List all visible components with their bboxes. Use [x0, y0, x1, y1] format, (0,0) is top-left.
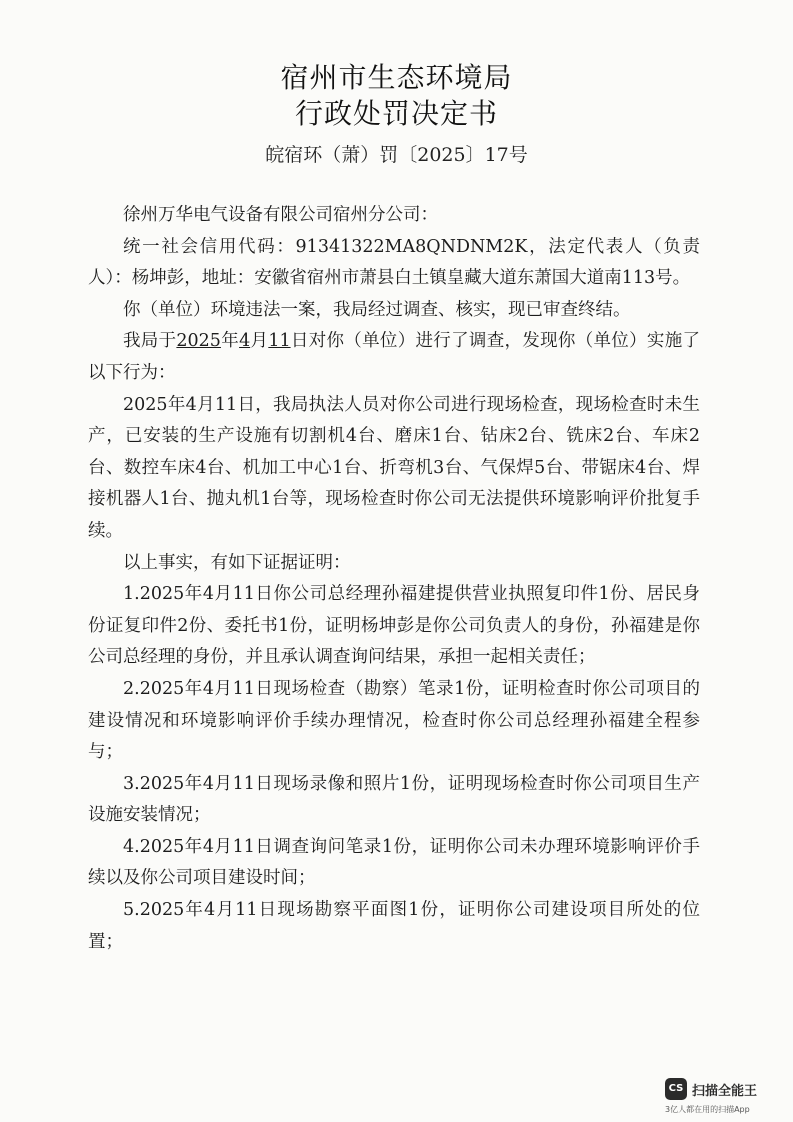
- document-title-line2: 行政处罚决定书: [294, 97, 498, 130]
- credit-info: 统一社会信用代码：91341322MA8QNDNM2K，法定代表人（负责人）：杨坤彭，地址：安徽省宿州市萧县白土镇皇藏大道东萧国大道南113号。: [88, 236, 700, 289]
- case-intro: 你（单位）环境违法一案，我局经过调查、核实，现已审查终结。: [123, 299, 631, 320]
- investigation-suffix: 日对你（单位）进行了调查，发现你（单位）实施了以下行为：: [88, 331, 701, 383]
- investigation-year-unit: 年: [220, 331, 240, 352]
- facts-paragraph: 2025年4月11日，我局执法人员对你公司进行现场检查，现场检查时未生产，已安装的生产设施有切割机4台、磨床1台、钻床2台、铣床2台、车床2台、数控车床4台、机加工中心1台、折弯机3台、气保焊5台、带锯床4台、焊接机器人1台、抛丸机1台等，现场检查时你公司无法提供环境影响评价批复手续。: [88, 394, 700, 541]
- investigation-day: 11: [268, 331, 291, 352]
- evidence-item: 1.2025年4月11日你公司总经理孙福建提供营业执照复印件1份、居民身份证复印件2份、委托书1份，证明杨坤彭是你公司负责人的身份，孙福建是你公司总经理的身份，并且承认调查询问结果，承担一起相关责任；: [88, 584, 700, 668]
- camscanner-logo-icon: CS: [665, 1078, 687, 1100]
- investigation-prefix: 我局于: [123, 331, 177, 352]
- document-title-line1: 宿州市生态环境局: [280, 61, 513, 94]
- investigation-year: 2025: [176, 331, 221, 352]
- evidence-intro: 以上事实，有如下证据证明：: [123, 552, 351, 573]
- recipient: 徐州万华电气设备有限公司宿州分公司：: [123, 205, 438, 225]
- investigation-month-unit: 月: [250, 331, 269, 352]
- evidence-item: 4.2025年4月11日调查询问笔录1份，证明你公司未办理环境影响评价手续以及你公司项目建设时间；: [88, 836, 700, 889]
- investigation-month: 4: [239, 331, 251, 352]
- document-number: 皖宿环（萧）罚〔2025〕17号: [265, 144, 528, 166]
- evidence-item: 5.2025年4月11日现场勘察平面图1份，证明你公司建设项目所处的位置；: [88, 900, 700, 952]
- evidence-item: 3.2025年4月11日现场录像和照片1份，证明现场检查时你公司项目生产设施安装情况；: [88, 773, 700, 826]
- document-body: [88, 200, 700, 958]
- watermark-name: 扫描全能王: [692, 1084, 758, 1099]
- scanner-watermark: [665, 1078, 775, 1116]
- investigation-paragraph: [88, 326, 700, 389]
- watermark-slogan: 3亿人都在用的扫描App: [665, 1105, 750, 1114]
- evidence-item: 2.2025年4月11日现场检查（勘察）笔录1份，证明检查时你公司项目的建设情况和环境影响评价手续办理情况，检查时你公司总经理孙福建全程参与；: [88, 678, 700, 763]
